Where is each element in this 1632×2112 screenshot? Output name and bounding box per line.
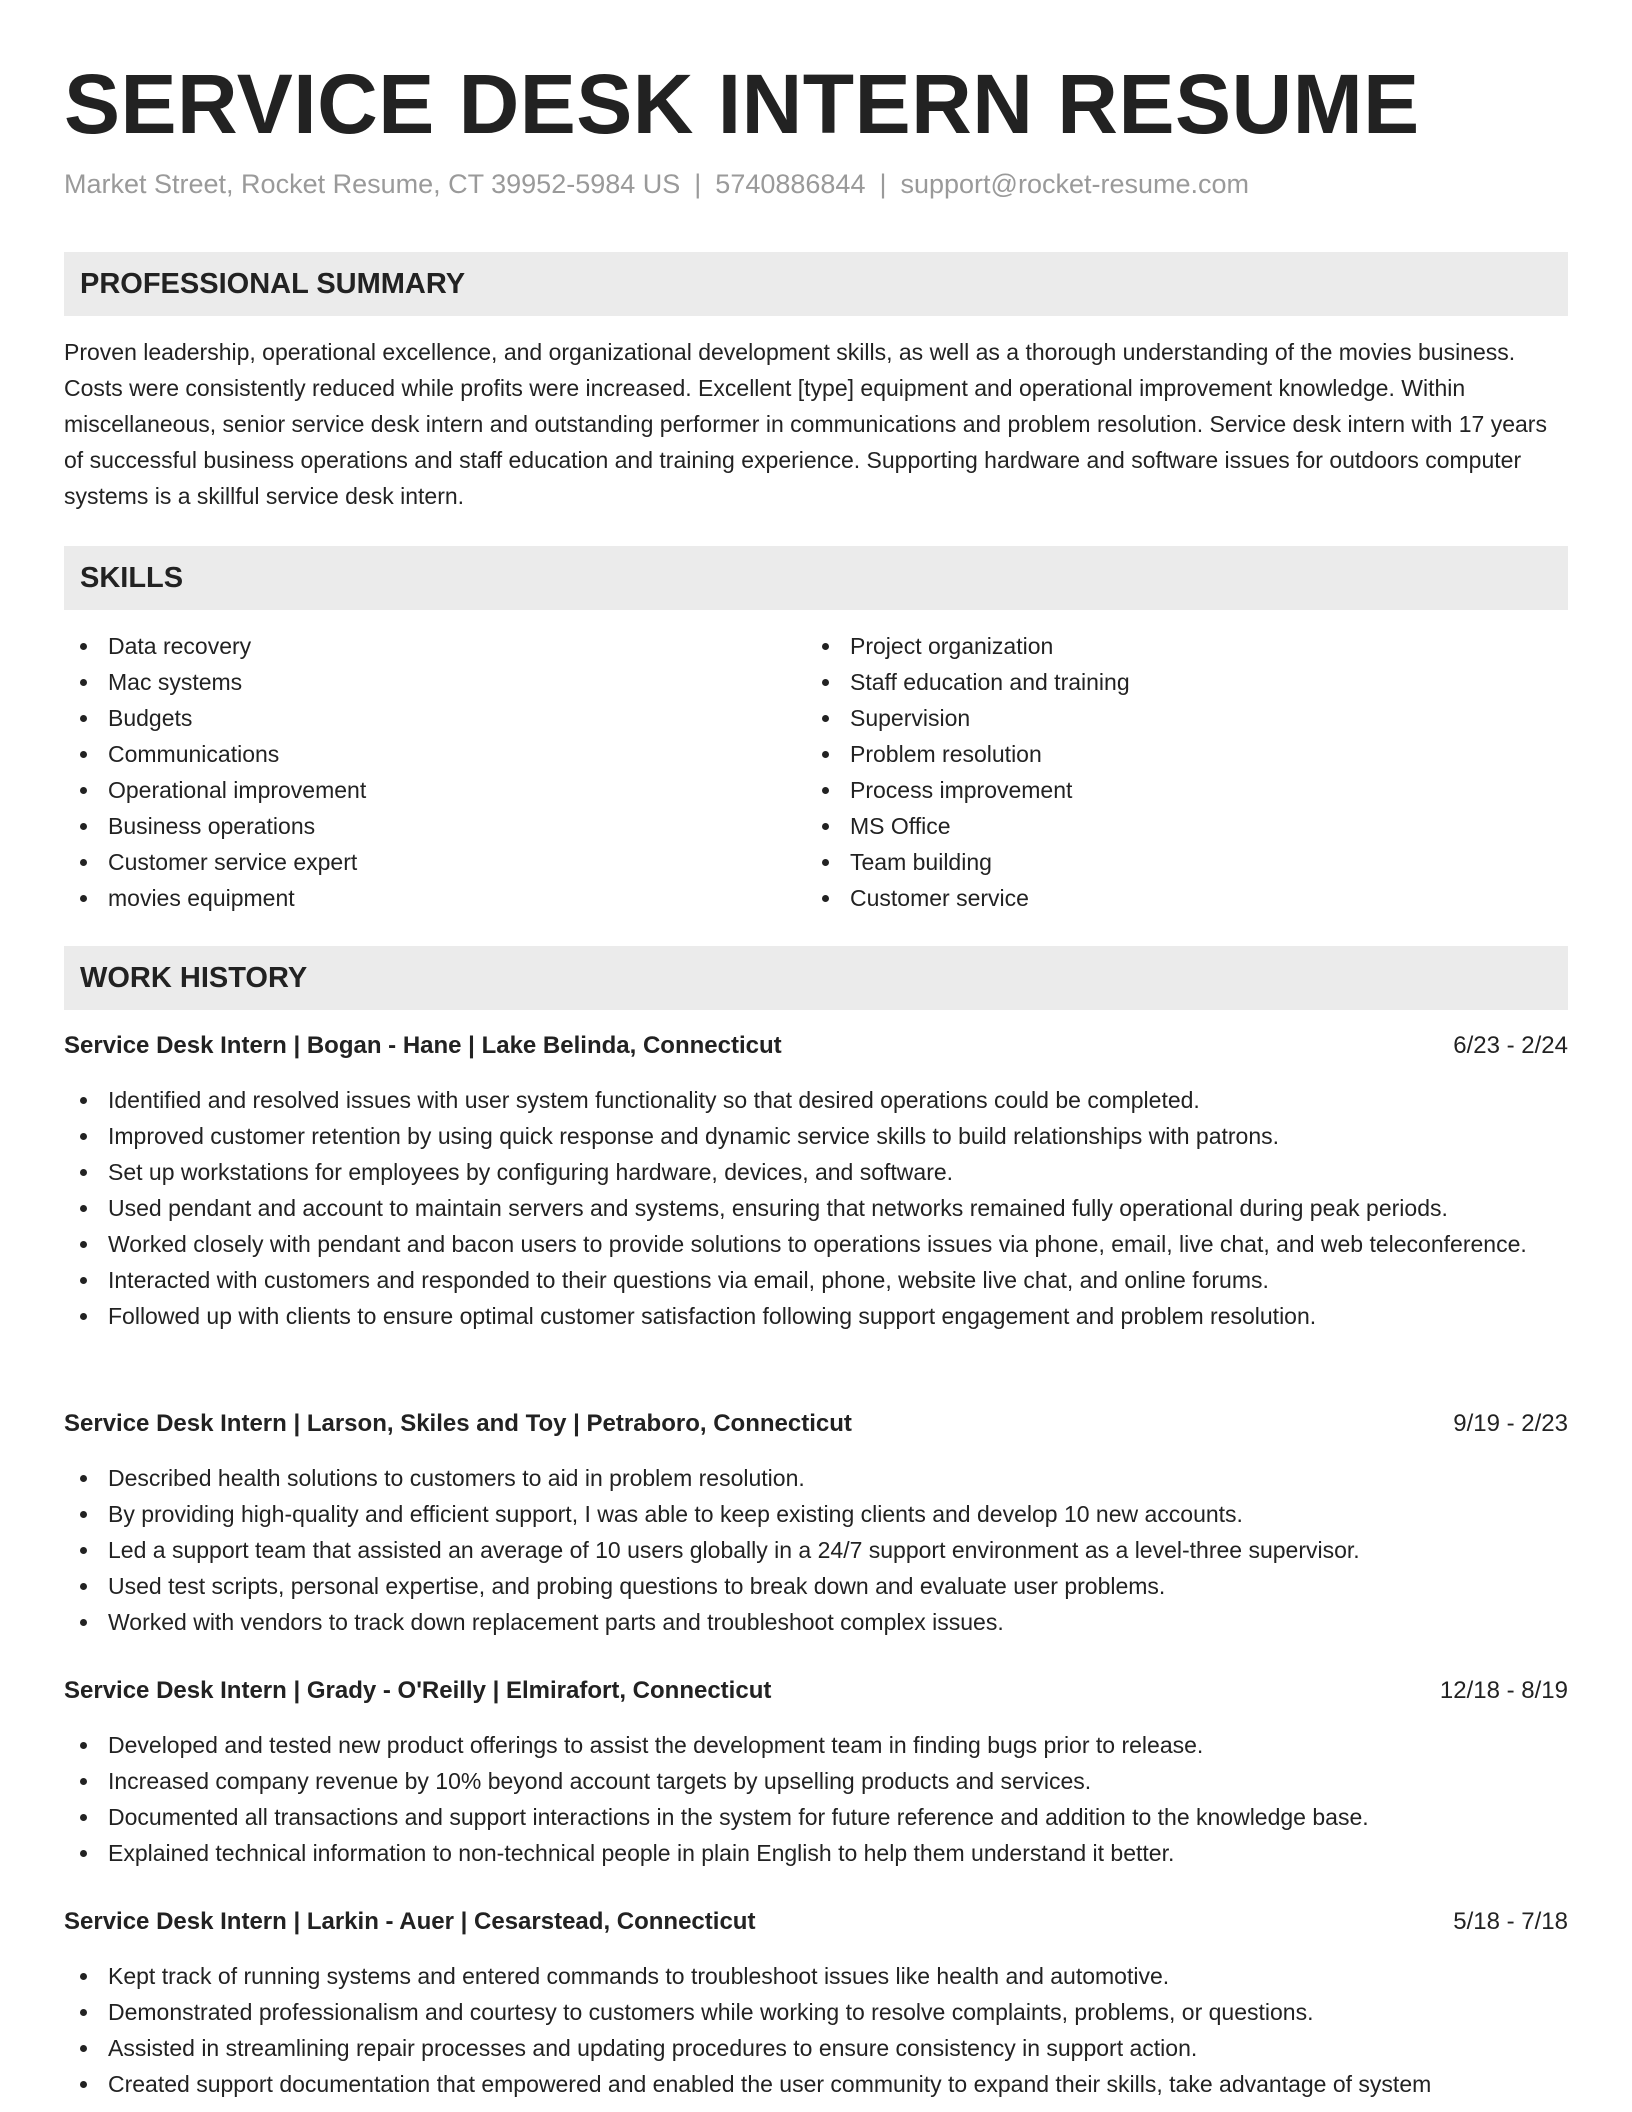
skills-list-right bbox=[806, 628, 1130, 916]
contact-line bbox=[64, 166, 1249, 202]
skill-item: Problem resolution bbox=[806, 736, 1130, 772]
job-bullet: Demonstrated professionalism and courtesy to customers while working to resolve complaints, problems, or questions. bbox=[64, 1994, 1568, 2030]
job-title: Service Desk Intern | Bogan - Hane | Lake Belinda, Connecticut bbox=[64, 1032, 782, 1059]
job-header bbox=[64, 1904, 1568, 1940]
skill-item: Staff education and training bbox=[806, 664, 1130, 700]
job-title: Service Desk Intern | Grady - O'Reilly | Elmirafort, Connecticut bbox=[64, 1677, 772, 1704]
job-bullet: Increased company revenue by 10% beyond account targets by upselling products and services. bbox=[64, 1763, 1568, 1799]
job-bullet: Identified and resolved issues with user system functionality so that desired operations could be completed. bbox=[64, 1082, 1568, 1118]
job-dates: 12/18 - 8/19 bbox=[1439, 1677, 1568, 1704]
skill-item: Budgets bbox=[64, 700, 366, 736]
job-title: Service Desk Intern | Larkin - Auer | Cesarstead, Connecticut bbox=[64, 1908, 756, 1935]
job-bullet: Followed up with clients to ensure optimal customer satisfaction following support engagement and problem resolution. bbox=[64, 1298, 1568, 1334]
summary-section-header bbox=[64, 252, 1568, 316]
contact-separator: | bbox=[694, 169, 702, 199]
job-bullet: Worked with vendors to track down replacement parts and troubleshoot complex issues. bbox=[64, 1604, 1568, 1640]
skills-section-header bbox=[64, 546, 1568, 610]
skill-item: Customer service bbox=[806, 880, 1130, 916]
contact-separator: | bbox=[879, 169, 887, 199]
job-title: Service Desk Intern | Larson, Skiles and Toy | Petraboro, Connecticut bbox=[64, 1410, 852, 1437]
work-history-section-header bbox=[64, 946, 1568, 1010]
job-bullet: Developed and tested new product offerings to assist the development team in finding bugs prior to release. bbox=[64, 1727, 1568, 1763]
job-dates: 9/19 - 2/23 bbox=[1453, 1410, 1568, 1437]
job-bullet: Worked closely with pendant and bacon users to provide solutions to operations issues via phone, email, live chat, and web teleconference. bbox=[64, 1226, 1568, 1262]
job-bullet: Improved customer retention by using quick response and dynamic service skills to build relationships with patrons. bbox=[64, 1118, 1568, 1154]
job-bullet: Created support documentation that empowered and enabled the user community to expand their skills, take advantage of system bbox=[64, 2066, 1568, 2102]
job-bullet: By providing high-quality and efficient support, I was able to keep existing clients and develop 10 new accounts. bbox=[64, 1496, 1568, 1532]
skill-item: movies equipment bbox=[64, 880, 366, 916]
job-bullet: Interacted with customers and responded to their questions via email, phone, website live chat, and online forums. bbox=[64, 1262, 1568, 1298]
skill-item: Team building bbox=[806, 844, 1130, 880]
skill-item: Communications bbox=[64, 736, 366, 772]
job-entry bbox=[64, 1673, 1568, 1871]
resume-title: SERVICE DESK INTERN RESUME bbox=[64, 57, 1420, 151]
job-bullet: Described health solutions to customers to aid in problem resolution. bbox=[64, 1460, 1568, 1496]
skill-item: Customer service expert bbox=[64, 844, 366, 880]
summary-heading: PROFESSIONAL SUMMARY bbox=[80, 268, 466, 300]
job-bullets bbox=[64, 1082, 1568, 1334]
job-header bbox=[64, 1028, 1568, 1064]
skill-item: Mac systems bbox=[64, 664, 366, 700]
skill-item: MS Office bbox=[806, 808, 1130, 844]
job-bullets bbox=[64, 1958, 1568, 2102]
job-bullet: Used pendant and account to maintain servers and systems, ensuring that networks remained fully operational during peak periods. bbox=[64, 1190, 1568, 1226]
job-entry bbox=[64, 1904, 1568, 2102]
job-bullet: Used test scripts, personal expertise, and probing questions to break down and evaluate user problems. bbox=[64, 1568, 1568, 1604]
summary-text: Proven leadership, operational excellence, and organizational development skills, as well as a thorough understanding of the movies business. Costs were consistently reduced while profits were increased. Excellent [type] equipment and operational improvement knowledge. Within miscellaneous, senior service desk intern and outstanding performer in communications and problem resolution. Service desk intern with 17 years of successful business operations and staff education and training experience. Supporting hardware and software issues for outdoors computer systems is a skillful service desk intern. bbox=[64, 339, 1547, 509]
job-dates: 5/18 - 7/18 bbox=[1453, 1908, 1568, 1935]
job-bullet: Explained technical information to non-technical people in plain English to help them understand it better. bbox=[64, 1835, 1568, 1871]
job-bullet: Assisted in streamlining repair processes and updating procedures to ensure consistency in support action. bbox=[64, 2030, 1568, 2066]
skills-heading: SKILLS bbox=[80, 562, 184, 594]
skills-list-left bbox=[64, 628, 366, 916]
skill-item: Project organization bbox=[806, 628, 1130, 664]
job-bullets bbox=[64, 1727, 1568, 1871]
job-bullet: Set up workstations for employees by configuring hardware, devices, and software. bbox=[64, 1154, 1568, 1190]
skill-item: Supervision bbox=[806, 700, 1130, 736]
skill-item: Process improvement bbox=[806, 772, 1130, 808]
job-header bbox=[64, 1406, 1568, 1442]
skill-item: Data recovery bbox=[64, 628, 366, 664]
job-entry bbox=[64, 1028, 1568, 1334]
job-bullet: Kept track of running systems and entered commands to troubleshoot issues like health and automotive. bbox=[64, 1958, 1568, 1994]
work-history-heading: WORK HISTORY bbox=[80, 962, 308, 994]
job-bullet: Documented all transactions and support interactions in the system for future reference and addition to the knowledge base. bbox=[64, 1799, 1568, 1835]
job-entry bbox=[64, 1406, 1568, 1640]
job-bullet: Led a support team that assisted an average of 10 users globally in a 24/7 support environment as a level-three supervisor. bbox=[64, 1532, 1568, 1568]
contact-address: Market Street, Rocket Resume, CT 39952-5984 US bbox=[64, 169, 681, 199]
job-dates: 6/23 - 2/24 bbox=[1453, 1032, 1568, 1059]
job-bullets bbox=[64, 1460, 1568, 1640]
job-header bbox=[64, 1673, 1568, 1709]
skill-item: Business operations bbox=[64, 808, 366, 844]
contact-phone: 5740886844 bbox=[715, 169, 866, 199]
contact-email: support@rocket-resume.com bbox=[900, 169, 1250, 199]
skill-item: Operational improvement bbox=[64, 772, 366, 808]
